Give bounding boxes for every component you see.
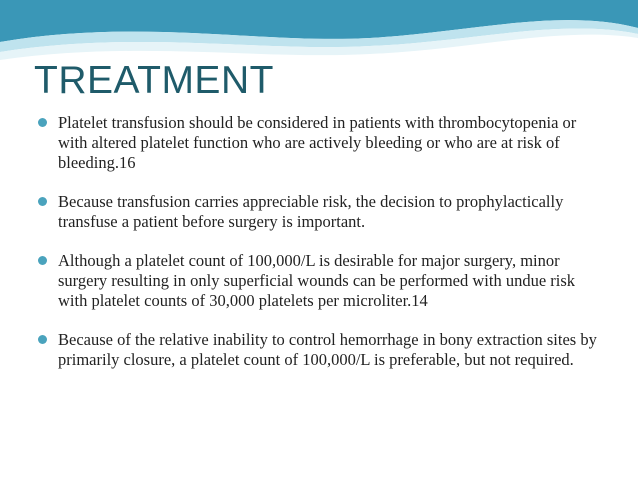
bullet-text: Because of the relative inability to control hemorrhage in bony extraction sites by primarily closure, a platelet count of 100,000/L is preferable, but not required. [58, 330, 597, 369]
bullet-text: Because transfusion carries appreciable risk, the decision to prophylactically transfuse a patient before surgery is important. [58, 192, 564, 231]
bullet-dot-icon [38, 335, 47, 344]
bullet-dot-icon [38, 197, 47, 206]
bullet-item [38, 251, 598, 311]
bullet-text: Although a platelet count of 100,000/L is desirable for major surgery, minor surgery resulting in only superficial wounds can be performed with undue risk with platelet counts of 30,000 platelets per microliter.14 [58, 251, 576, 310]
slide-title: TREATMENT [34, 59, 274, 102]
bullet-list [38, 113, 598, 370]
bullet-item [38, 113, 598, 173]
bullet-dot-icon [38, 118, 47, 127]
bullet-item [38, 330, 598, 370]
bullet-item [38, 192, 598, 232]
bullet-dot-icon [38, 256, 47, 265]
bullet-text: Platelet transfusion should be considered in patients with thrombocytopenia or with altered platelet function who are actively bleeding or who are at risk of bleeding.16 [58, 113, 577, 172]
